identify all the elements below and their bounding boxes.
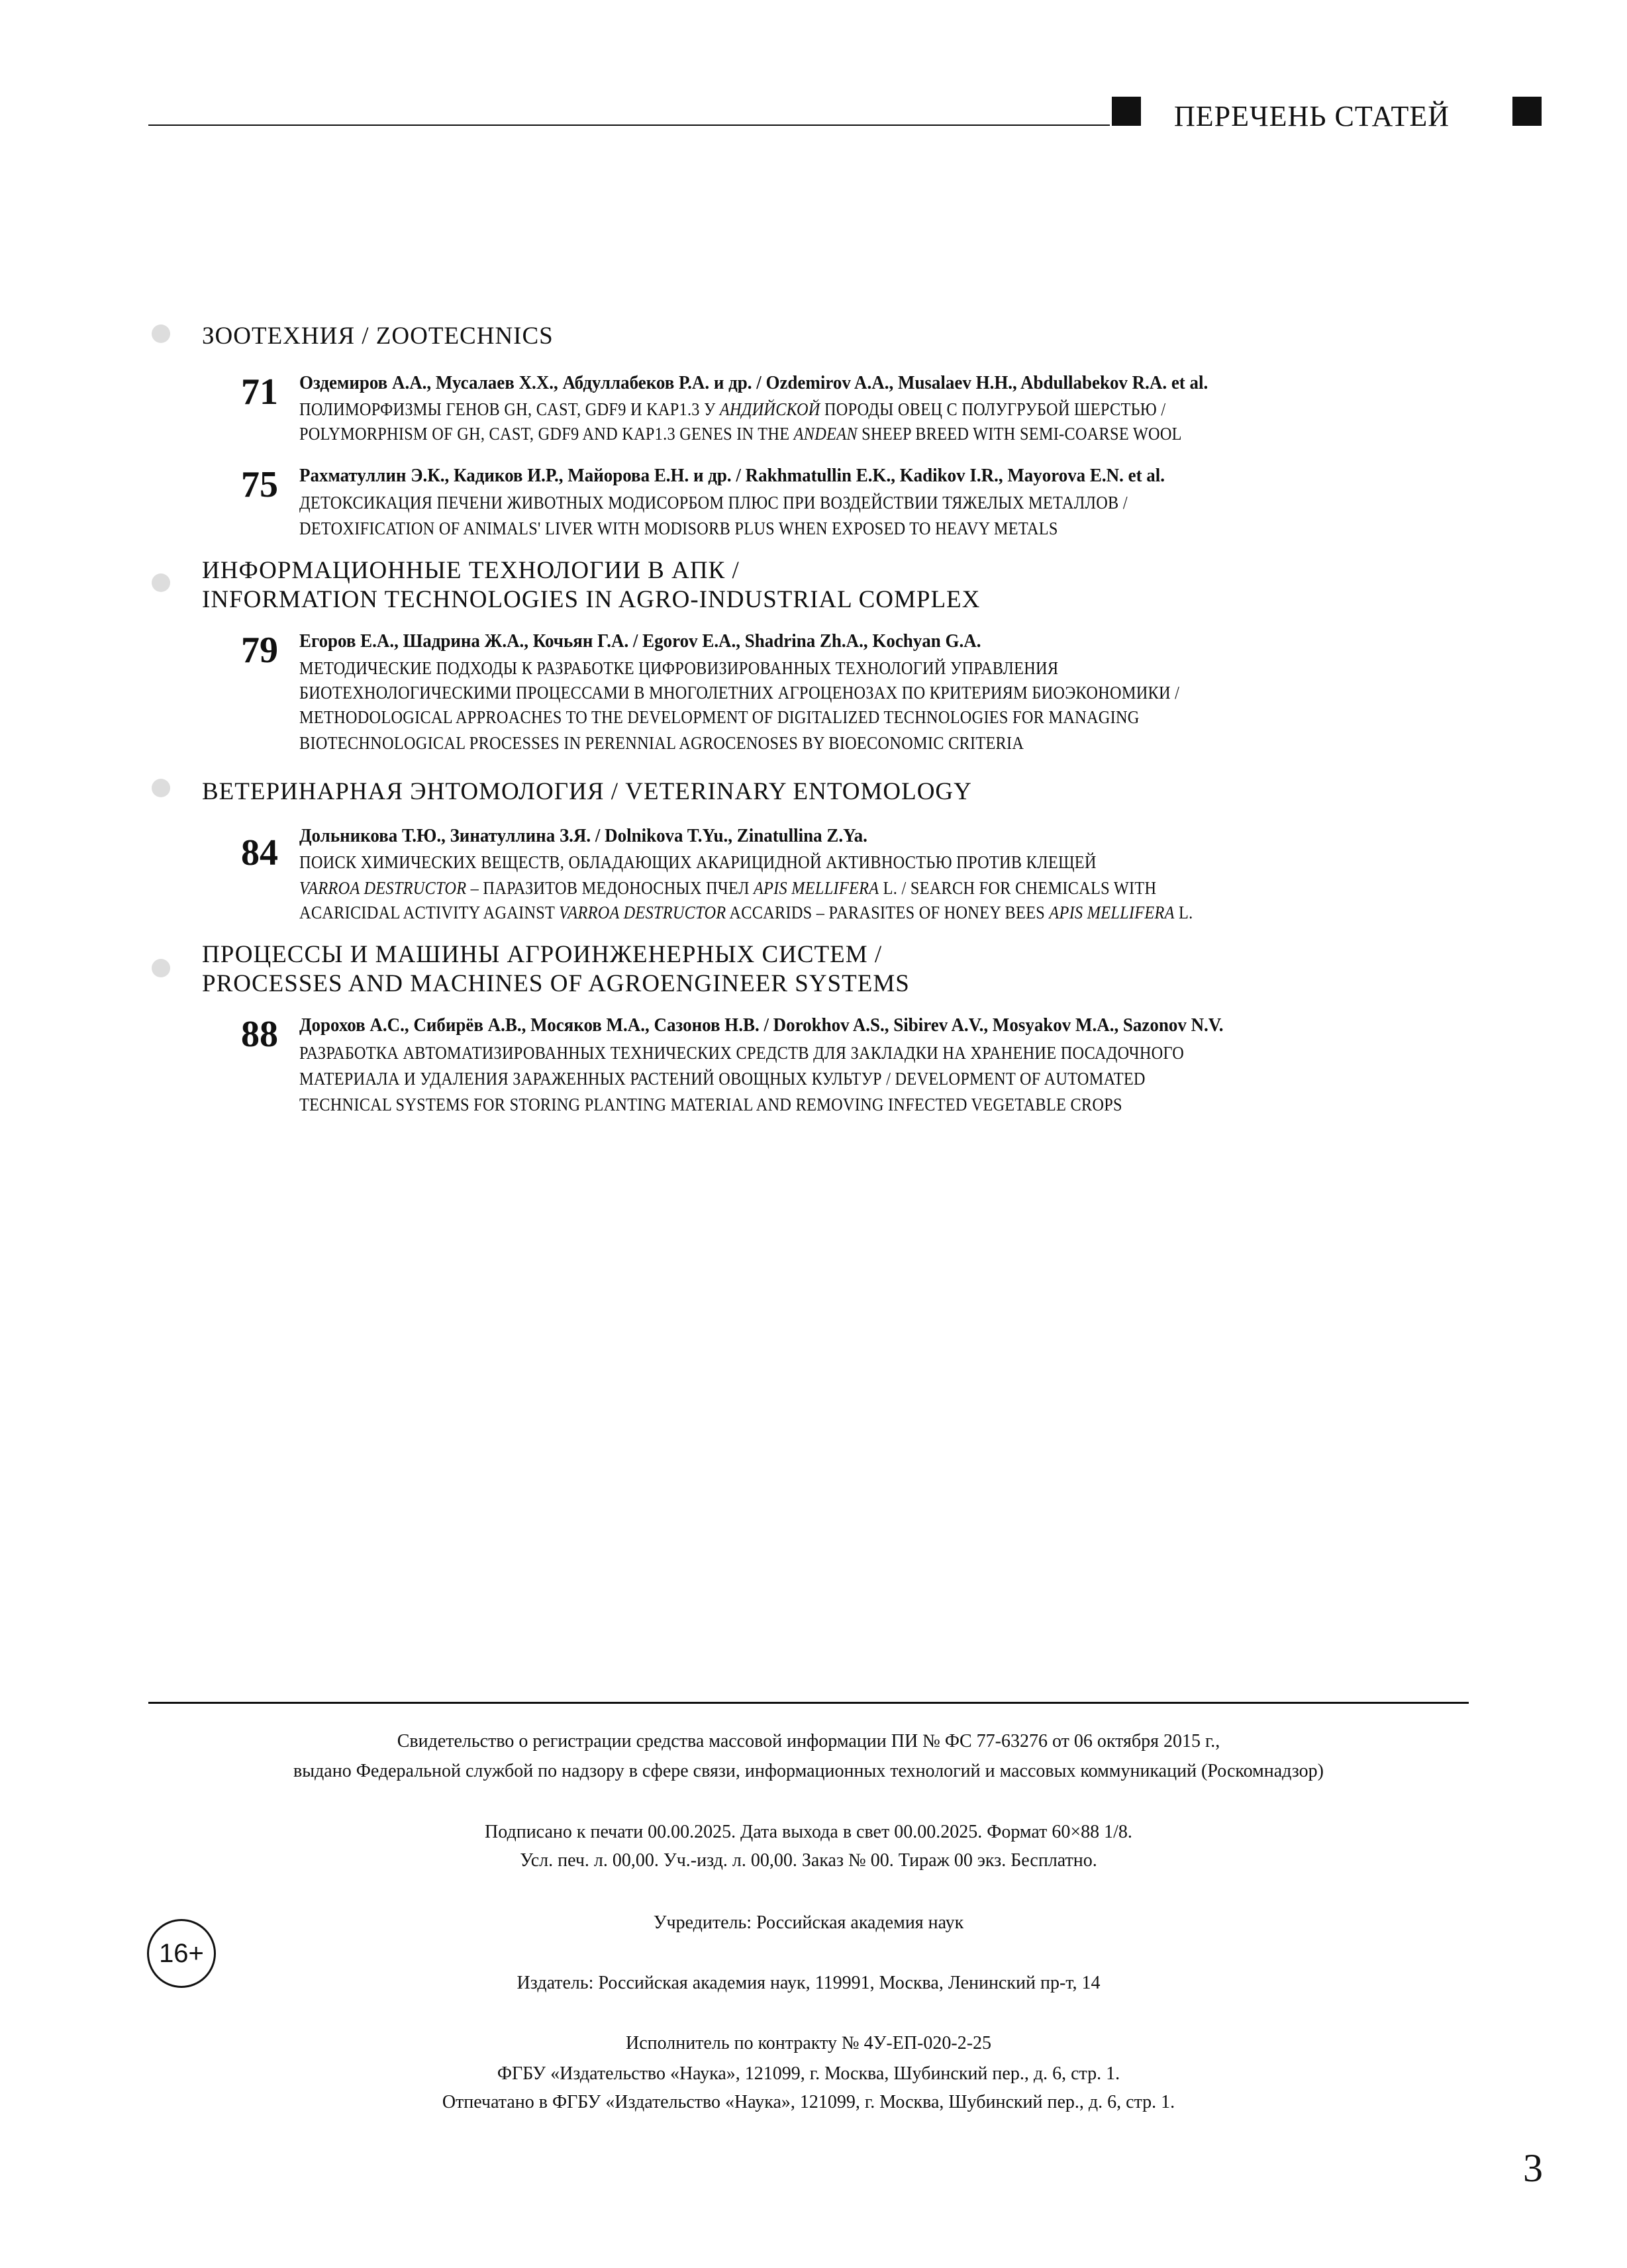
header-square-left bbox=[1112, 97, 1141, 126]
article-authors: Оздемиров А.А., Мусалаев Х.Х., Абдуллабеков Р.А. и др. / Ozdemirov A.A., Musalaev H.H., Abdullabekov R.A. et al. bbox=[299, 372, 1208, 393]
title-text: POLYMORPHISM OF GH, CAST, GDF9 AND KAP1.3 GENES IN THE bbox=[299, 424, 794, 444]
title-text: БИОТЕХНОЛОГИЧЕСКИМИ ПРОЦЕССАМИ В МНОГОЛЕТНИХ АГРОЦЕНОЗАХ ПО КРИТЕРИЯМ БИОЭКОНОМИКИ / bbox=[299, 683, 1180, 703]
title-text: TECHNICAL SYSTEMS FOR STORING PLANTING MATERIAL AND REMOVING INFECTED VEGETABLE CROPS bbox=[299, 1095, 1122, 1114]
article-title-line bbox=[299, 878, 1156, 899]
title-text: МЕТОДИЧЕСКИЕ ПОДХОДЫ К РАЗРАБОТКЕ ЦИФРОВИЗИРОВАННЫХ ТЕХНОЛОГИЙ УПРАВЛЕНИЯ bbox=[299, 658, 1059, 678]
section-title: ИНФОРМАЦИОННЫЕ ТЕХНОЛОГИИ В АПК / bbox=[202, 557, 740, 584]
imprint-line: Издатель: Российская академия наук, 119991, Москва, Ленинский пр-т, 14 bbox=[517, 1973, 1101, 1993]
article-title-line bbox=[299, 852, 1097, 873]
footer-rule bbox=[148, 1702, 1469, 1704]
italic-term: VARROA DESTRUCTOR bbox=[299, 878, 467, 898]
title-text: L. / SEARCH FOR CHEMICALS WITH bbox=[879, 878, 1157, 898]
title-text: SHEEP BREED WITH SEMI-COARSE WOOL bbox=[857, 424, 1182, 444]
header-square-right bbox=[1512, 97, 1542, 126]
article-page-number[interactable]: 88 bbox=[241, 1014, 278, 1055]
section-bullet-icon bbox=[152, 573, 170, 592]
italic-term: АНДИЙСКОЙ bbox=[719, 399, 820, 419]
imprint-line: Свидетельство о регистрации средства массовой информации ПИ № ФС 77-63276 от 06 октября 2015 г., bbox=[397, 1731, 1220, 1751]
section-title: ЗООТЕХНИЯ / ZOOTECHNICS bbox=[202, 322, 554, 350]
italic-term: VARROA DESTRUCTOR bbox=[559, 903, 726, 922]
title-text: РАЗРАБОТКА АВТОМАТИЗИРОВАННЫХ ТЕХНИЧЕСКИХ СРЕДСТВ ДЛЯ ЗАКЛАДКИ НА ХРАНЕНИЕ ПОСАДОЧНОГО bbox=[299, 1043, 1185, 1063]
title-text: ДЕТОКСИКАЦИЯ ПЕЧЕНИ ЖИВОТНЫХ МОДИСОРБОМ ПЛЮС ПРИ ВОЗДЕЙСТВИИ ТЯЖЕЛЫХ МЕТАЛЛОВ / bbox=[299, 493, 1128, 513]
title-text: ПОЛИМОРФИЗМЫ ГЕНОВ GH, CAST, GDF9 И KAP1.3 У bbox=[299, 399, 720, 419]
section-title: INFORMATION TECHNOLOGIES IN AGRO-INDUSTRIAL COMPLEX bbox=[202, 586, 981, 613]
imprint-line: Отпечатано в ФГБУ «Издательство «Наука», 121099, г. Москва, Шубинский пер., д. 6, стр. 1. bbox=[442, 2092, 1175, 2112]
title-text: – ПАРАЗИТОВ МЕДОНОСНЫХ ПЧЕЛ bbox=[466, 878, 754, 898]
imprint-line: Исполнитель по контракту № 4У-ЕП-020-2-25 bbox=[625, 2033, 992, 2053]
article-authors: Дольникова Т.Ю., Зинатуллина З.Я. / Dolnikova T.Yu., Zinatullina Z.Ya. bbox=[299, 825, 867, 846]
article-title-line bbox=[299, 1043, 1184, 1063]
article-title-line bbox=[299, 903, 1193, 923]
header-rule bbox=[148, 124, 1110, 126]
article-authors: Рахматуллин Э.К., Кадиков И.Р., Майорова Е.Н. и др. / Rakhmatullin E.K., Kadikov I.R., Mayorova E.N. et al. bbox=[299, 465, 1165, 486]
section-title: PROCESSES AND MACHINES OF AGROENGINEER SYSTEMS bbox=[202, 970, 910, 997]
italic-term: ANDEAN bbox=[793, 424, 858, 444]
article-page-number[interactable]: 84 bbox=[241, 832, 278, 873]
article-page-number[interactable]: 75 bbox=[241, 464, 278, 505]
italic-term: APIS MELLIFERA bbox=[1049, 903, 1175, 922]
age-rating-badge: 16+ bbox=[147, 1919, 216, 1988]
article-title-line bbox=[299, 493, 1128, 513]
section-bullet-icon bbox=[152, 959, 170, 977]
running-header-title: ПЕРЕЧЕНЬ СТАТЕЙ bbox=[1174, 100, 1450, 132]
section-title: ВЕТЕРИНАРНАЯ ЭНТОМОЛОГИЯ / VETERINARY ENTOMOLOGY bbox=[202, 778, 972, 805]
page-number: 3 bbox=[1523, 2146, 1543, 2190]
article-authors: Егоров Е.А., Шадрина Ж.А., Кочьян Г.А. / Egorov E.A., Shadrina Zh.A., Kochyan G.A. bbox=[299, 630, 981, 652]
article-title-line bbox=[299, 518, 1058, 539]
article-page-number[interactable]: 71 bbox=[241, 371, 278, 413]
title-text: BIOTECHNOLOGICAL PROCESSES IN PERENNIAL AGROCENOSES BY BIOECONOMIC CRITERIA bbox=[299, 733, 1024, 753]
section-bullet-icon bbox=[152, 324, 170, 343]
article-page-number[interactable]: 79 bbox=[241, 630, 278, 671]
article-title-line bbox=[299, 658, 1058, 679]
title-text: ACARICIDAL ACTIVITY AGAINST bbox=[299, 903, 560, 922]
imprint-line: выдано Федеральной службой по надзору в сфере связи, информационных технологий и массовых коммуникаций (Роскомнадзор) bbox=[293, 1761, 1324, 1781]
article-title-line bbox=[299, 424, 1182, 444]
section-title: ПРОЦЕССЫ И МАШИНЫ АГРОИНЖЕНЕРНЫХ СИСТЕМ / bbox=[202, 941, 883, 968]
article-title-line bbox=[299, 733, 1024, 754]
title-text: МАТЕРИАЛА И УДАЛЕНИЯ ЗАРАЖЕННЫХ РАСТЕНИЙ ОВОЩНЫХ КУЛЬТУР / DEVELOPMENT OF AUTOMATED bbox=[299, 1069, 1146, 1089]
title-text: DETOXIFICATION OF ANIMALS' LIVER WITH MODISORB PLUS WHEN EXPOSED TO HEAVY METALS bbox=[299, 518, 1058, 538]
article-title-line bbox=[299, 707, 1140, 728]
imprint-line: ФГБУ «Издательство «Наука», 121099, г. Москва, Шубинский пер., д. 6, стр. 1. bbox=[497, 2063, 1120, 2084]
title-text: METHODOLOGICAL APPROACHES TO THE DEVELOPMENT OF DIGITALIZED TECHNOLOGIES FOR MANAGING bbox=[299, 707, 1140, 727]
article-authors: Дорохов А.С., Сибирёв А.В., Мосяков М.А., Сазонов Н.В. / Dorokhov A.S., Sibirev A.V., Mosyakov M.A., Sazonov N.V. bbox=[299, 1014, 1224, 1036]
imprint-line: Усл. печ. л. 00,00. Уч.-изд. л. 00,00. Заказ № 00. Тираж 00 экз. Бесплатно. bbox=[520, 1850, 1097, 1871]
article-title-line bbox=[299, 683, 1179, 703]
article-title-line bbox=[299, 399, 1165, 420]
title-text: ПОИСК ХИМИЧЕСКИХ ВЕЩЕСТВ, ОБЛАДАЮЩИХ АКАРИЦИДНОЙ АКТИВНОСТЬЮ ПРОТИВ КЛЕЩЕЙ bbox=[299, 852, 1097, 872]
title-text: ПОРОДЫ ОВЕЦ С ПОЛУГРУБОЙ ШЕРСТЬЮ / bbox=[820, 399, 1166, 419]
title-text: ACCARIDS – PARASITES OF HONEY BEES bbox=[726, 903, 1050, 922]
article-title-line bbox=[299, 1095, 1122, 1115]
imprint-line: Учредитель: Российская академия наук bbox=[653, 1912, 964, 1933]
section-bullet-icon bbox=[152, 779, 170, 797]
article-title-line bbox=[299, 1069, 1146, 1089]
italic-term: APIS MELLIFERA bbox=[753, 878, 879, 898]
title-text: L. bbox=[1174, 903, 1193, 922]
imprint-line: Подписано к печати 00.00.2025. Дата выхода в свет 00.00.2025. Формат 60×88 1/8. bbox=[485, 1822, 1132, 1842]
